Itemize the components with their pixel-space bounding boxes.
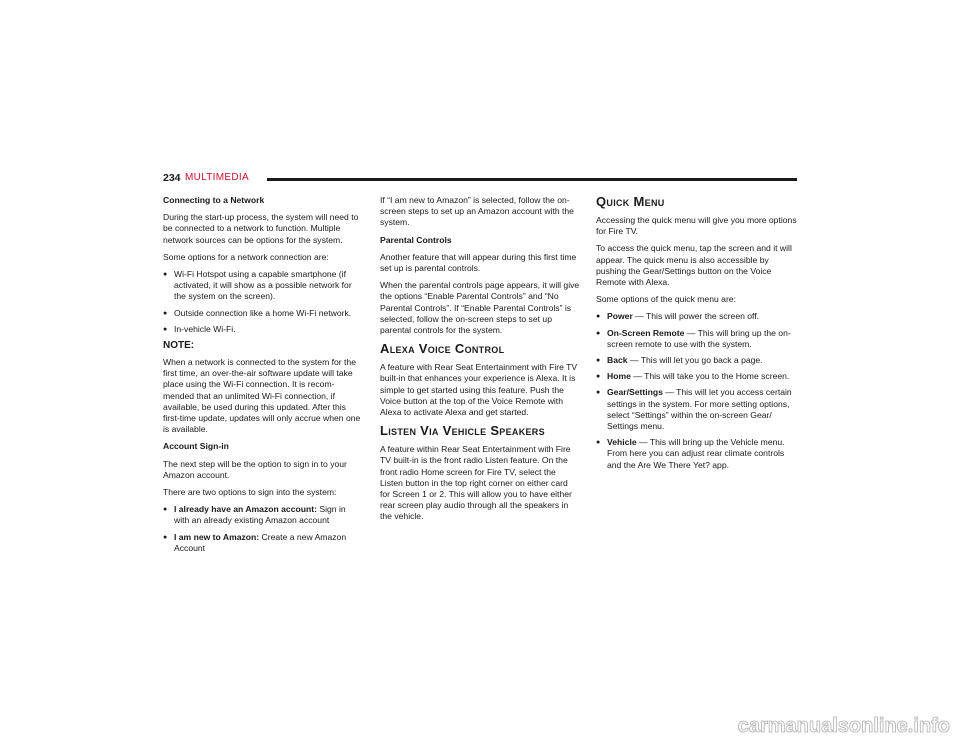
watermark-logo xyxy=(632,716,952,736)
page-header xyxy=(163,172,797,186)
list-item: ● In-vehicle Wi-Fi. xyxy=(163,324,363,335)
watermark-text: carmanualsonline.info xyxy=(737,716,950,736)
paragraph: During the start-up process, the system will need to be connected to a network to function. Multiple network sources can be options for the system. xyxy=(163,212,359,245)
paragraph: A feature within Rear Seat Entertainment with Fire TV built-in is the front radio Listen feature. On the front radio Home screen for Fire TV, select the Listen button in the top right corner on either card for Screen 1 or 2. This will allow you to have either rear screen play audio through all the speakers in the vehicle. xyxy=(380,444,572,522)
note-label: NOTE: xyxy=(163,340,195,352)
list-item xyxy=(596,328,798,350)
header-rule xyxy=(267,178,797,181)
heading-listen: Listen Via Vehicle Speakers xyxy=(380,423,545,439)
paragraph: Some options for a network connection are: xyxy=(163,251,329,262)
item-text: — This will bring up the on-screen remote to use with the system. xyxy=(607,327,791,349)
paragraph: When the parental controls page appears, it will give the options “Enable Parental Controls” and “No Parental Controls”. If “Enable Parental Controls” is selected, follow the on-screen steps to set up parental controls for the system. xyxy=(380,280,580,336)
paragraph: There are two options to sign into the system: xyxy=(163,487,337,498)
list-item xyxy=(163,504,363,526)
item-label: Gear/Settings xyxy=(607,387,663,398)
list-item xyxy=(596,387,798,432)
note-text: When a network is connected to the system for the first time, an over-the-air software update will take place using the Wi-Fi connection. It is recom-mended that an unlimited Wi-Fi connection, if available, be used during this updated. After this first-time update, updates will only accrue when one is available. xyxy=(163,357,361,435)
list-item xyxy=(596,437,798,471)
list-item: ● Wi-Fi Hotspot using a capable smartphone (if activated, it will show as a possible network for the system on the screen). xyxy=(163,269,363,303)
item-text: — This will take you to the Home screen. xyxy=(630,371,790,382)
option-label: I am new to Amazon: xyxy=(174,531,260,542)
list-item xyxy=(596,355,798,366)
item-label: Power xyxy=(607,311,633,322)
subheading-account: Account Sign-in xyxy=(163,441,229,452)
heading-quick-menu: Quick Menu xyxy=(596,194,665,209)
item-label: Back xyxy=(607,355,628,366)
paragraph: A feature with Rear Seat Entertainment with Fire TV built-in that enhances your experience is Alexa. It is simple to get started using this feature. Push the Voice button at the top of the Voice Remote with Alexa to activate Alexa and get started. xyxy=(380,362,578,418)
column-left xyxy=(163,195,363,559)
page-number: 234 xyxy=(163,172,181,184)
paragraph: Some options of the quick menu are: xyxy=(596,294,736,305)
option-text: Create a new Amazon Account xyxy=(174,531,347,553)
item-text: — This will let you access certain settings in the system. For more setting options, select “Settings” within the on-screen Gear/ Settings menu. xyxy=(607,387,792,432)
item-text: — This will bring up the Vehicle menu. From here you can adjust rear climate controls and the Are We There Yet? app. xyxy=(607,437,785,470)
item-label: On-Screen Remote xyxy=(607,327,685,338)
paragraph: To access the quick menu, tap the screen and it will appear. The quick menu is also accessible by pushing the Gear/Settings button on the Voice Remote with Alexa. xyxy=(596,243,792,288)
bullet-list-quick-menu xyxy=(596,311,798,470)
option-text: Sign in with an already existing Amazon account xyxy=(174,504,346,526)
list-item xyxy=(163,532,363,554)
paragraph: Accessing the quick menu will give you more options for Fire TV. xyxy=(596,215,797,237)
column-middle xyxy=(380,195,580,529)
section-title: MULTIMEDIA xyxy=(185,172,249,183)
item-label: Vehicle xyxy=(607,437,637,448)
bullet-list-network xyxy=(163,269,363,335)
column-right xyxy=(596,195,798,476)
paragraph: Another feature that will appear during this first time set up is parental controls. xyxy=(380,251,577,274)
subheading-parental: Parental Controls xyxy=(380,234,452,245)
item-text: — This will let you go back a page. xyxy=(627,355,763,366)
item-label: Home xyxy=(607,371,631,382)
paragraph: If “I am new to Amazon” is selected, follow the on-screen steps to set up an Amazon account with the system. xyxy=(380,195,574,228)
paragraph: The next step will be the option to sign in to your Amazon account. xyxy=(163,458,347,480)
subheading-connecting: Connecting to a Network xyxy=(163,195,265,205)
list-item xyxy=(596,371,798,382)
list-item xyxy=(596,311,798,322)
list-item: ● Outside connection like a home Wi-Fi network. xyxy=(163,308,363,319)
option-label: I already have an Amazon account: xyxy=(174,504,317,515)
bullet-list-signin xyxy=(163,504,363,554)
heading-alexa: Alexa Voice Control xyxy=(380,341,505,357)
item-text: — This will power the screen off. xyxy=(632,311,760,322)
